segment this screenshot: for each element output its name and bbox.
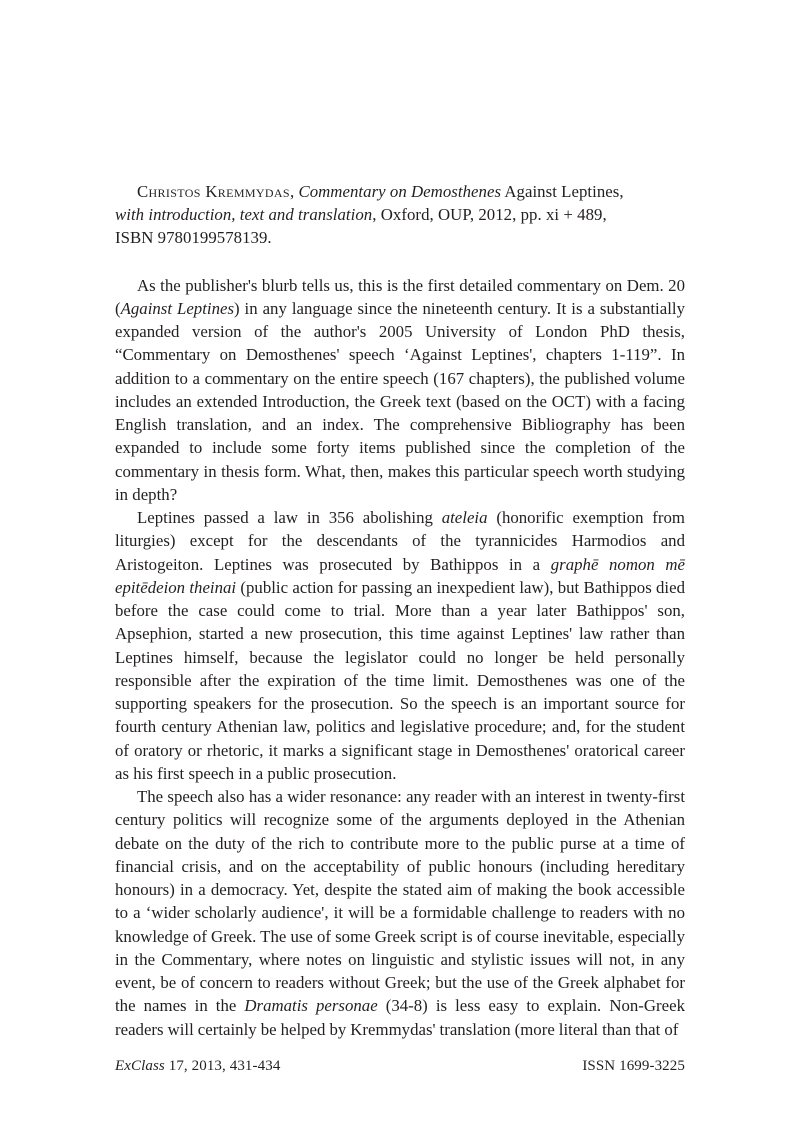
body-text (115, 274, 685, 1041)
footer-citation-detail: 17, 2013, 431-434 (164, 1058, 281, 1074)
footer-issn: ISSN 1699-3225 (582, 1058, 685, 1074)
italic-phrase: graphē nomon mē epitēdeion theinai (115, 554, 685, 597)
body-paragraph-2: Leptines passed a law in 356 abolishing ateleia (honorific exemption from liturgies) except for the descendants of the tyrannicides Harmodios and Aristogeiton. Leptines was prosecuted by Bathippos in a graphē nomon mē epitēdeion theinai (public action for passing an inexpedient law), but Bathippos died before the case could come to trial. More than a year later Bathippos' son, Apsephion, started a new prosecution, this time against Leptines' law rather than Leptines himself, because the legislator could no longer be held personally responsible after the expiration of the time limit. Demosthenes was one of the supporting speakers for the prosecution. So the speech is an important source for fourth century Athenian law, politics and legislative procedure; and, for the student of oratory or rhetoric, it marks a significant stage in Demosthenes' oratorical career as his first speech in a public prosecution. (115, 508, 685, 783)
headnote-comma: , (289, 182, 299, 201)
footer-citation (115, 1058, 280, 1075)
footer-journal-name: ExClass (115, 1058, 165, 1074)
body-paragraph-3: The speech also has a wider resonance: any reader with an interest in twenty-first century politics will recognize some of the arguments deployed in the Athenian debate on the duty of the rich to contribute more to the public purse at a time of financial crisis, and on the acceptability of public honours (including hereditary honours) in a democracy. Yet, despite the stated aim of making the book accessible to a ‘wider scholarly audience', it will be a formidable challenge to readers with no knowledge of Greek. The use of some Greek script is of course inevitable, especially in the Commentary, where notes on linguistic and stylistic issues will not, in any event, be of concern to readers without Greek; but the use of the Greek alphabet for the names in the Dramatis personae (34-8) is less easy to explain. Non-Greek readers will certainly be helped by Kremmydas' translation (more literal than that of (115, 787, 685, 1039)
book-subtitle-italic: with introduction, text and translation (115, 205, 373, 225)
book-title-italic: Commentary on Demosthenes (298, 182, 502, 201)
page-content (115, 180, 685, 1041)
book-isbn: ISBN 9780199578139. (115, 228, 272, 248)
italic-phrase: Against Leptines (120, 298, 234, 318)
book-headnote (115, 180, 685, 250)
book-author: Christos Kremmydas (137, 182, 290, 201)
book-title-rest: Against Leptines, (501, 182, 624, 201)
body-paragraph-1: As the publisher's blurb tells us, this is the first detailed commentary on Dem. 20 (Against Leptines) in any language since the nineteenth century. It is a substantially expanded version of the author's 2005 University of London PhD thesis, “Commentary on Demosthenes' speech ‘Against Leptines', chapters 1-119”. In addition to a commentary on the entire speech (167 chapters), the published volume includes an extended Introduction, the Greek text (based on the OCT) with a facing English translation, and an index. The comprehensive Bibliography has been expanded to include some forty items published since the completion of the commentary in thesis form. What, then, makes this particular speech worth studying in depth? (115, 275, 685, 504)
book-publication: , Oxford, OUP, 2012, pp. xi + 489, (372, 205, 607, 225)
italic-phrase: ateleia (441, 508, 488, 528)
italic-phrase: Dramatis personae (244, 996, 378, 1016)
page-footer (115, 1058, 685, 1075)
